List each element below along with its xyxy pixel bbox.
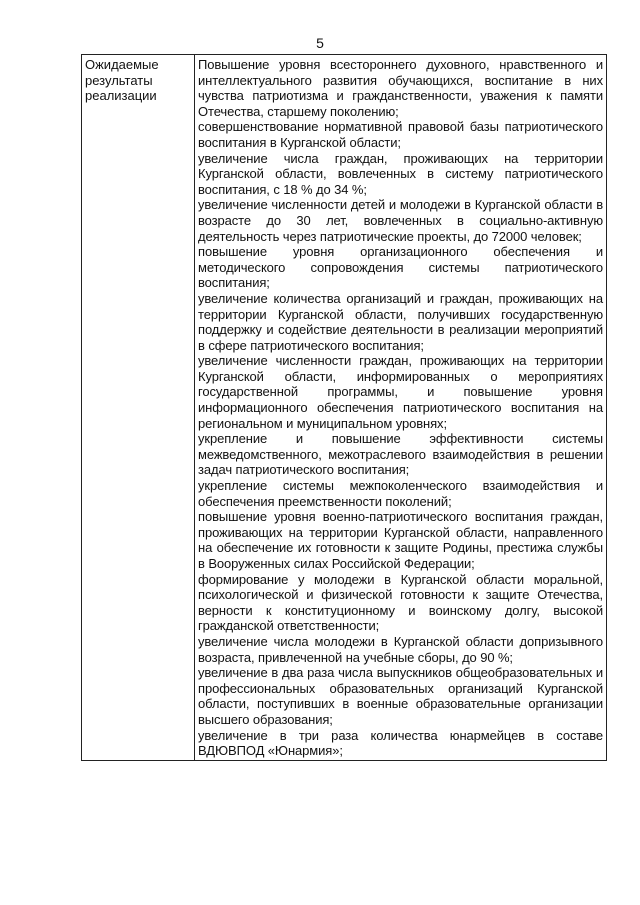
page-number: 5 xyxy=(316,35,324,51)
content-cell xyxy=(195,55,607,761)
result-item: Повышение уровня всестороннего духовного, нравственного и интеллектуального развития обучающихся, воспитание в них чувства патриотизма и гражданственности, уважения к памяти Отечества, старшему поколению; xyxy=(198,57,603,119)
result-item: повышение уровня военно-патриотического воспитания граждан, проживающих на территории Курганской области, направленного на обеспечение их готовности к защите Родины, престижа службы в Вооруженных силах Российской Федерации; xyxy=(198,509,603,571)
result-item: формирование у молодежи в Курганской области моральной, психологической и физической готовности к защите Отечества, верности к конституционному и воинскому долгу, высокой гражданской ответственности; xyxy=(198,571,603,634)
result-item: увеличение численности детей и молодежи в Курганской области в возрасте до 30 лет, вовлеченных в социально-активную деятельность через патриотические проекты, до 72000 человек; xyxy=(198,197,603,244)
result-item: увеличение числа молодежи в Курганской области допризывного возраста, привлеченной на учебные сборы, до 90 %; xyxy=(198,633,603,665)
result-item: совершенствование нормативной правовой базы патриотического воспитания в Курганской области; xyxy=(198,119,603,150)
result-item: увеличение численности граждан, проживающих на территории Курганской области, информированных о мероприятиях государственной программы, и повышение уровня информационного обеспечения патриотического воспитания на региональном и муниципальном уровнях; xyxy=(198,353,603,431)
result-item: увеличение в три раза количества юнармейцев в составе ВДЮВПОД «Юнармия»; xyxy=(198,727,603,759)
result-item: увеличение числа граждан, проживающих на территории Курганской области, вовлеченных в систему патриотического воспитания, с 18 % до 34 %; xyxy=(198,150,603,197)
result-item: укрепление системы межпоколенческого взаимодействия и обеспечения преемственности поколений; xyxy=(198,478,603,509)
results-table xyxy=(81,54,607,761)
result-item: увеличение количества организаций и граждан, проживающих на территории Курганской области, получивших государственную поддержку и содействие деятельности в реализации мероприятий в сфере патриотического воспитания; xyxy=(198,290,603,353)
result-item: увеличение в два раза числа выпускников общеобразовательных и профессиональных образовательных организаций Курганской области, поступивших в военные образовательные организации высшего образования; xyxy=(198,665,603,727)
result-item: повышение уровня организационного обеспечения и методического сопровождения системы патриотического воспитания; xyxy=(198,244,603,291)
label-cell: Ожидаемые результаты реализации xyxy=(82,55,195,761)
result-item: укрепление и повышение эффективности системы межведомственного, межотраслевого взаимодействия в решении задач патриотического воспитания; xyxy=(198,431,603,478)
table-row xyxy=(82,55,607,761)
